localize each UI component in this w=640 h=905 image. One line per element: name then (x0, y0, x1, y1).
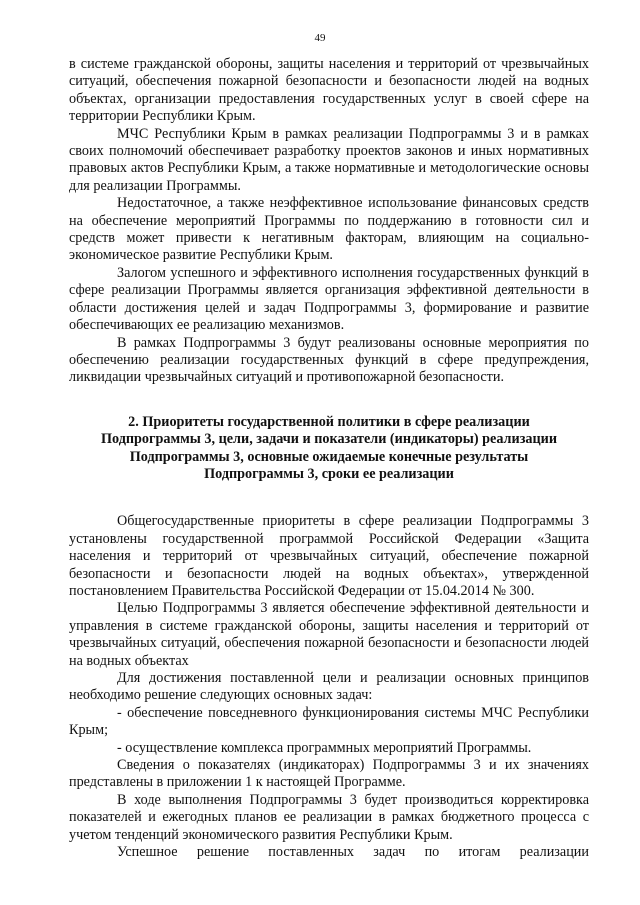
list-item: - обеспечение повседневного функционирования системы МЧС Республики Крым; (69, 704, 589, 739)
paragraph: Недостаточное, а также неэффективное использование финансовых средств на обеспечение мероприятий Программы по поддержанию в готовности сил и средств может привести к негативным факторам, влияющим на социально-экономическое развитие Республики Крым. (69, 195, 589, 264)
paragraph: Сведения о показателях (индикаторах) Подпрограммы 3 и их значениях представлены в приложении 1 к настоящей Программе. (69, 757, 589, 791)
paragraph: В ходе выполнения Подпрограммы 3 будет производиться корректировка показателей и ежегодных планов ее реализации в рамках бюджетного процесса с учетом тенденций экономического развития Республики Крым. (69, 791, 589, 843)
section-heading: 2. Приоритеты государственной политики в сфере реализации Подпрограммы 3, цели, задачи и показатели (индикаторы) реализации Подпрограммы 3, основные ожидаемые конечные результаты Подпрограммы 3, сроки ее реализации (100, 413, 558, 482)
paragraph: Целью Подпрограммы 3 является обеспечение эффективной деятельности и управления в системе гражданской обороны, защиты населения и территорий от чрезвычайных ситуаций, обеспечения пожарной безопасности и безопасности людей на водных объектах (69, 600, 589, 669)
list-item: - осуществление комплекса программных мероприятий Программы. (117, 739, 532, 756)
paragraph-continuation: в системе гражданской обороны, защиты населения и территорий от чрезвычайных ситуаций, обеспечения пожарной безопасности и безопасности людей на водных объектах, организации предоставления государственных услуг в своей сфере на территории Республики Крым. (69, 56, 589, 125)
paragraph-truncated: Успешное решение поставленных задач по итогам реализации (117, 844, 589, 861)
document-body (69, 56, 589, 861)
page-number: 49 (314, 32, 326, 44)
paragraph: Залогом успешного и эффективного исполнения государственных функций в сфере реализации Программы является организация эффективной деятельности в области достижения целей и задач Подпрограммы 3, формирование и развитие обеспечивающих ее реализацию механизмов. (69, 264, 589, 334)
paragraph: В рамках Подпрограммы 3 будут реализованы основные мероприятия по обеспечению реализации государственных функций в сфере предупреждения, ликвидации чрезвычайных ситуаций и противопожарной безопасности. (69, 334, 589, 386)
paragraph: Для достижения поставленной цели и реализации основных принципов необходимо решение следующих основных задач: (69, 670, 589, 704)
paragraph: МЧС Республики Крым в рамках реализации Подпрограммы 3 и в рамках своих полномочий обеспечивает разработку проектов законов и иных нормативных правовых актов Республики Крым, а также нормативные и методологические основы для реализации Программы. (69, 125, 589, 194)
paragraph: Общегосударственные приоритеты в сфере реализации Подпрограммы 3 установлены государственной программой Российской Федерации «Защита населения и территорий от чрезвычайных ситуаций, обеспечение пожарной безопасности и безопасности людей на водных объектах», утвержденной постановлением Правительства Российской Федерации от 15.04.2014 № 300. (69, 513, 589, 599)
